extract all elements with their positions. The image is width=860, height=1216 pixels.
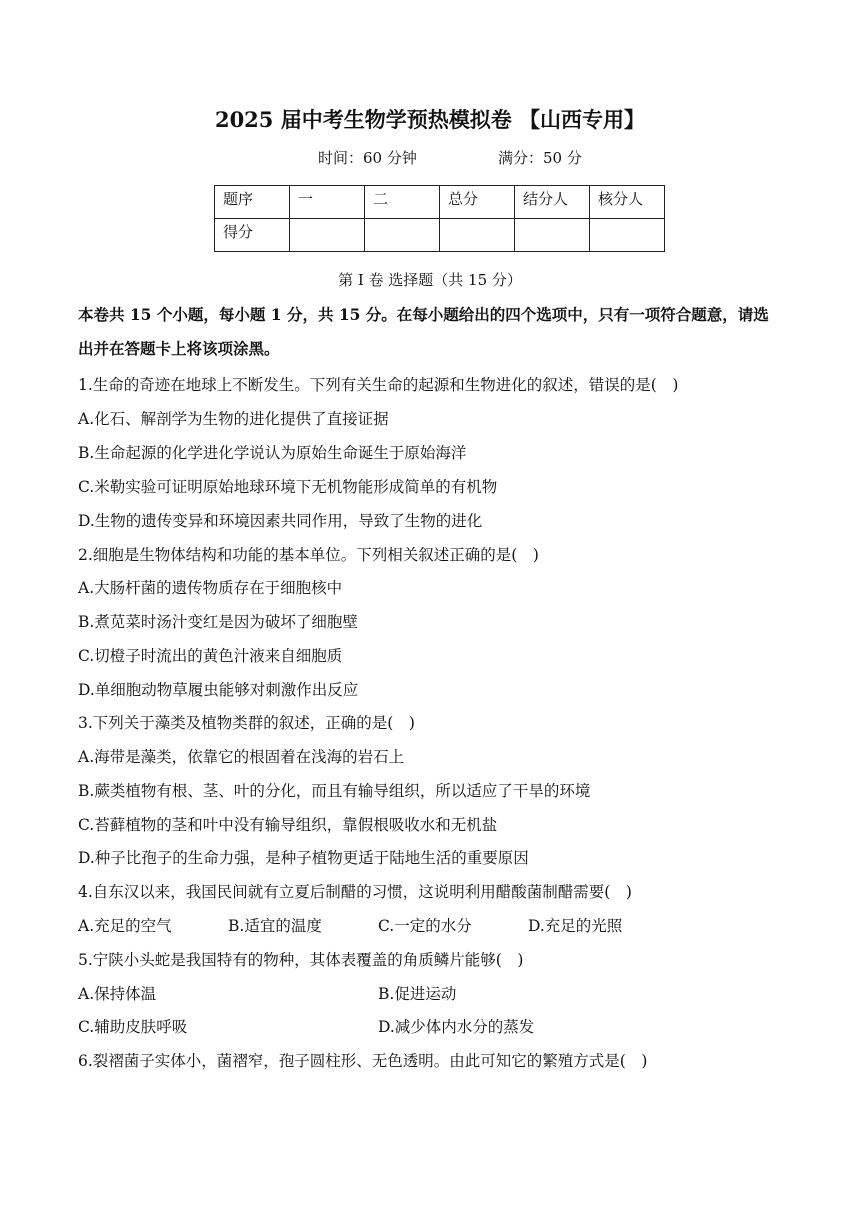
question-option: A.保持体温	[78, 985, 157, 1003]
score-table-header-cell: 题序	[215, 186, 290, 219]
score-cell-part2[interactable]	[365, 219, 440, 252]
score-table-score-row	[215, 219, 665, 252]
score-table-header-cell: 二	[365, 186, 440, 219]
question-option: C.米勒实验可证明原始地球环境下无机物能形成简单的有机物	[78, 478, 498, 496]
score-cell-part1[interactable]	[290, 219, 365, 252]
question-stem: 1.生命的奇迹在地球上不断发生。下列有关生命的起源和生物进化的叙述，错误的是( )	[78, 376, 679, 394]
question-option: D.种子比孢子的生命力强，是种子植物更适于陆地生活的重要原因	[78, 849, 529, 867]
score-table-header-cell: 结分人	[515, 186, 590, 219]
score-table-header-cell: 核分人	[590, 186, 665, 219]
question-option: D.减少体内水分的蒸发	[378, 1018, 535, 1036]
question-option: B.适宜的温度	[228, 917, 322, 935]
question-option: C.辅助皮肤呼吸	[78, 1018, 188, 1036]
score-cell-grader[interactable]	[515, 219, 590, 252]
score-cell-total[interactable]	[440, 219, 515, 252]
score-table-header-row	[215, 186, 665, 219]
question-stem: 5.宁陕小头蛇是我国特有的物种，其体表覆盖的角质鳞片能够( )	[78, 951, 524, 969]
question-stem: 6.裂褶菌子实体小，菌褶窄，孢子圆柱形、无色透明。由此可知它的繁殖方式是( )	[78, 1052, 648, 1070]
question-option: D.充足的光照	[528, 917, 623, 935]
question-option: B.促进运动	[378, 985, 457, 1003]
exam-title: 2025 届中考生物学预热模拟卷 【山西专用】	[214, 107, 646, 132]
score-table	[214, 185, 665, 252]
time-limit: 时间：60 分钟	[318, 149, 417, 167]
question-option: B.蕨类植物有根、茎、叶的分化，而且有输导组织，所以适应了干旱的环境	[78, 782, 591, 800]
question-option: C.一定的水分	[378, 917, 472, 935]
question-option: C.苔藓植物的茎和叶中没有输导组织，靠假根吸收水和无机盐	[78, 816, 498, 834]
section-title: 第 I 卷 选择题（共 15 分）	[338, 271, 522, 289]
score-table-row-label: 得分	[215, 219, 290, 252]
question-option: C.切橙子时流出的黄色汁液来自细胞质	[78, 647, 343, 665]
score-table-header-cell: 一	[290, 186, 365, 219]
score-cell-checker[interactable]	[590, 219, 665, 252]
question-option: D.生物的遗传变异和环境因素共同作用，导致了生物的进化	[78, 512, 483, 530]
question-option: B.煮苋菜时汤汁变红是因为破坏了细胞壁	[78, 613, 358, 631]
question-stem: 4.自东汉以来，我国民间就有立夏后制醋的习惯，这说明利用醋酸菌制醋需要( )	[78, 883, 632, 901]
question-option: D.单细胞动物草履虫能够对刺激作出反应	[78, 681, 359, 699]
question-option: A.大肠杆菌的遗传物质存在于细胞核中	[78, 579, 343, 597]
question-stem: 2.细胞是生物体结构和功能的基本单位。下列相关叙述正确的是( )	[78, 546, 539, 564]
question-option: A.充足的空气	[78, 917, 172, 935]
question-option: A.海带是藻类，依靠它的根固着在浅海的岩石上	[78, 748, 405, 766]
score-table-header-cell: 总分	[440, 186, 515, 219]
instructions: 本卷共 15 个小题，每小题 1 分，共 15 分。在每小题给出的四个选项中，只有一项符合题意，请选出并在答题卡上将该项涂黑。	[78, 305, 769, 358]
question-stem: 3.下列关于藻类及植物类群的叙述，正确的是( )	[78, 714, 415, 732]
full-score: 满分：50 分	[498, 149, 582, 167]
question-option: B.生命起源的化学进化学说认为原始生命诞生于原始海洋	[78, 444, 467, 462]
question-option: A.化石、解剖学为生物的进化提供了直接证据	[78, 410, 389, 428]
